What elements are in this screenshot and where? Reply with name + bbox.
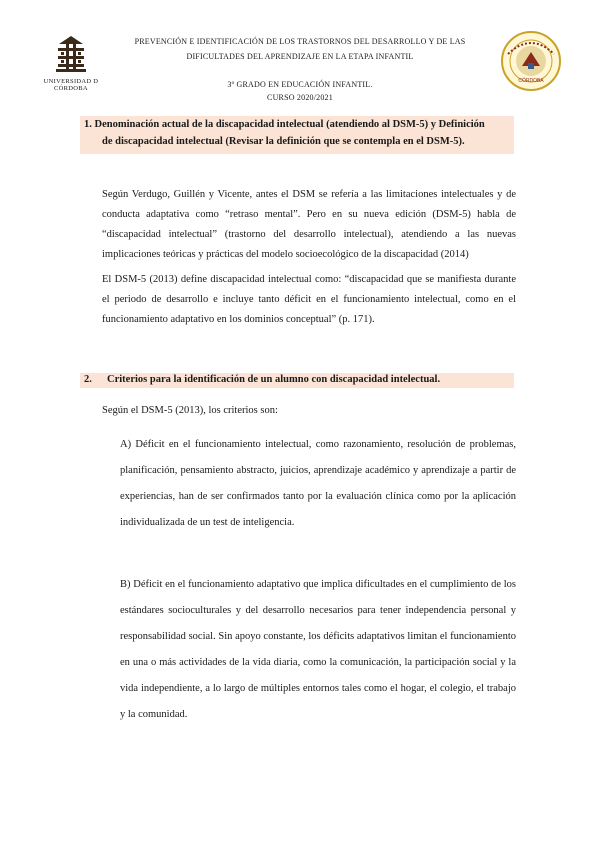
school-seal [500, 30, 562, 92]
paragraph-dsm5-definition: El DSM-5 (2013) define discapacidad intelectual como: “discapacidad que se manifiesta durante el periodo de desarrollo e incluye tanto déficit en el funcionamiento intelectual, como en el funcionamiento adaptativo en los dominios conceptual” (p. 171). [102, 274, 516, 325]
criterion-b: B) Déficit en el funcionamiento adaptativo que implica dificultades en el cumplimiento de los estándares socioculturales y del desarrollo necesarios para tener independencia personal y responsabilidad social. Sin apoyo constante, los déficits adaptativos limitan el funcionamiento en una o más actividades de la vida diaria, como la comunicación, la participación social y la vida independiente, a lo largo de múltiples entornos tales como el hogar, el colegio, el trabajo y la comunidad. [120, 579, 516, 720]
school-seal-text: CÓRDOBA [518, 78, 544, 84]
section-2-title: Criterios para la identificación de un alumno con discapacidad intelectual. [107, 374, 441, 385]
section-2-number: 2. [84, 374, 92, 385]
criterion-a: A) Déficit en el funcionamiento intelectual, como razonamiento, resolución de problemas, planificación, pensamiento abstracto, juicios, aprendizaje académico y aprendizaje a partir de experiencias, han de ser confirmados tanto por la evaluación clínica como por la aplicación individualizada de un test de inteligencia. [120, 439, 516, 528]
header-title-line2: DIFICULTADES DEL APRENDIZAJE EN LA ETAPA INFANTIL [186, 52, 414, 61]
header-course: CURSO 2020/2021 [267, 93, 333, 102]
header-title-line1: PREVENCIÓN E IDENTIFICACIÓN DE LOS TRASTORNOS DEL DESARROLLO Y DE LAS [134, 37, 466, 46]
university-name: UNIVERSIDAD D CÓRDOBA [43, 78, 99, 92]
university-crest-icon [28, 36, 114, 78]
section-1-heading-line1: 1. Denominación actual de la discapacidad intelectual (atendiendo al DSM-5) y Definición [84, 119, 485, 130]
paragraph-verdugo: Según Verdugo, Guillén y Vicente, antes el DSM se refería a las limitaciones intelectuales y de conducta adaptativa como “retraso mental”. Pero en su nueva edición (DSM-5) habla de “discapacidad intelectual” (trastorno del desarrollo intelectual), atendiendo a las nuevas implicaciones teóricas y prácticas del modelo socioecológico de la discapacidad (2014) [102, 189, 516, 260]
section-1-heading-line2: de discapacidad intelectual (Revisar la definición que se contempla en el DSM-5). [102, 136, 465, 147]
paragraph-criteria-intro: Según el DSM-5 (2013), los criterios son: [102, 405, 278, 416]
section-1-heading [80, 116, 514, 154]
university-logo [28, 36, 114, 92]
section-2-heading [80, 373, 514, 388]
header-grade: 3º GRADO EN EDUCACIÓN INFANTIL. [227, 80, 373, 89]
